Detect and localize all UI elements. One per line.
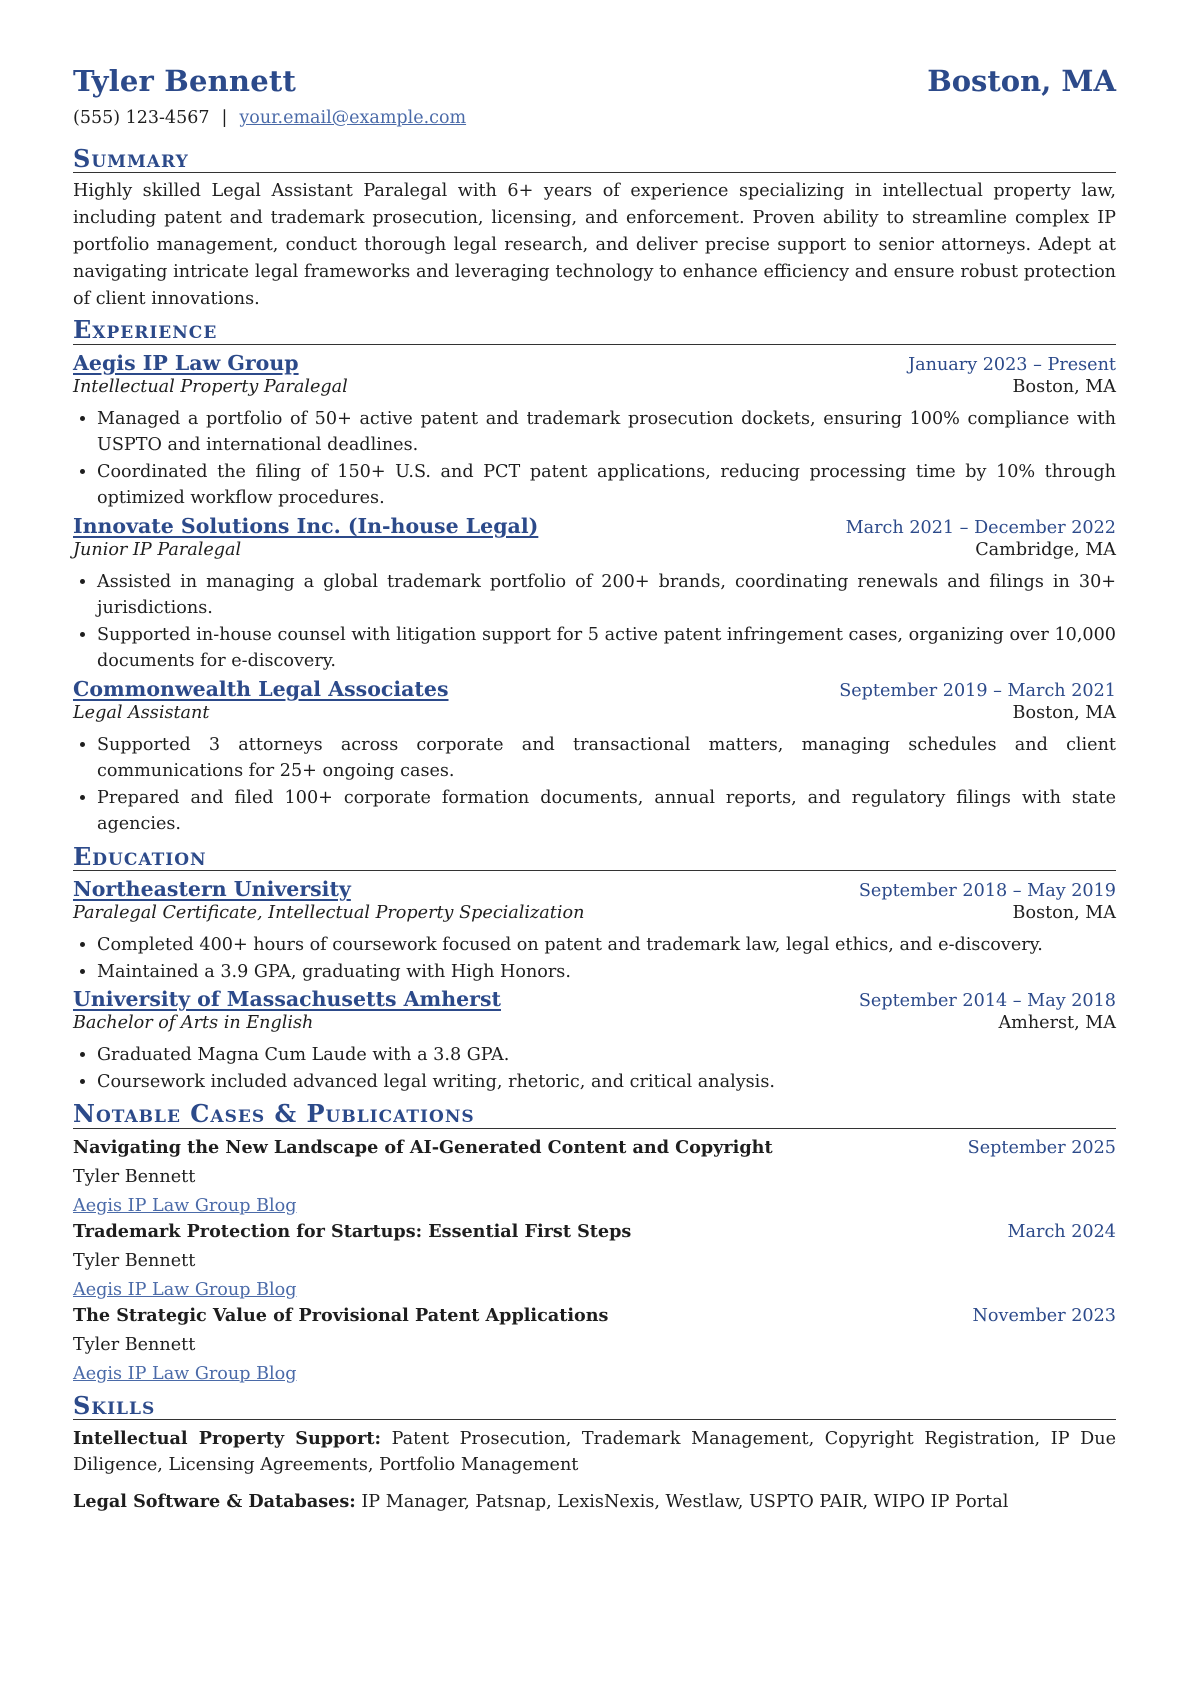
job-title: Junior IP Paralegal [73, 539, 242, 560]
publication-venue [73, 1195, 1116, 1217]
employment-dates: March 2021 – December 2022 [845, 517, 1116, 538]
skill-values: Patent Prosecution, Trademark Management, Copyright Registration, IP Due Diligence, Licensing Agreements, Portfolio Management [73, 1428, 1116, 1476]
publication-title: Trademark Protection for Startups: Essential First Steps [73, 1220, 632, 1242]
publication-venue [73, 1279, 1116, 1301]
employer-link[interactable]: Innovate Solutions Inc. (In-house Legal) [73, 513, 539, 538]
bullet-list [73, 1042, 1116, 1095]
publication-venue-link[interactable]: Aegis IP Law Group Blog [73, 1279, 297, 1300]
publication-author: Tyler Bennett [73, 1166, 196, 1187]
email-link[interactable]: your.email@example.com [239, 108, 467, 128]
bullet-item: • Coursework included advanced legal writing, rhetoric, and critical analysis. [97, 1069, 1116, 1096]
publication-venue-link[interactable]: Aegis IP Law Group Blog [73, 1195, 297, 1216]
bullet-item: • Supported 3 attorneys across corporate and transactional matters, managing schedules and client communications for 25+ ongoing cases. [97, 732, 1116, 785]
bullet-list [73, 569, 1116, 675]
publication-date: March 2024 [1007, 1221, 1116, 1242]
publication-title: The Strategic Value of Provisional Patent Applications [73, 1304, 609, 1326]
skill-line [73, 1426, 1116, 1479]
section-title-skills: Skills [73, 1393, 1116, 1420]
skill-values: IP Manager, Patsnap, LexisNexis, Westlaw, USPTO PAIR, WIPO IP Portal [361, 1491, 1009, 1512]
employer-link[interactable]: Commonwealth Legal Associates [73, 676, 449, 701]
bullet-item: • Managed a portfolio of 50+ active patent and trademark prosecution dockets, ensuring 100% compliance with USPTO and international deadlines. [97, 406, 1116, 459]
contact-separator: | [221, 108, 228, 128]
education-dates: September 2014 – May 2018 [858, 991, 1116, 1012]
bullet-item: • Prepared and filed 100+ corporate formation documents, annual reports, and regulatory filings with state agencies. [97, 785, 1116, 838]
bullet-item: • Completed 400+ hours of coursework focused on patent and trademark law, legal ethics, and e-discovery. [97, 932, 1116, 959]
publication-date: September 2025 [967, 1137, 1116, 1158]
job-title: Legal Assistant [73, 702, 210, 723]
job-location: Boston, MA [1012, 702, 1116, 723]
publication-title: Navigating the New Landscape of AI-Generated Content and Copyright [73, 1136, 773, 1158]
skill-category: Legal Software & Databases: [73, 1490, 356, 1512]
bullet-item: • Supported in-house counsel with litigation support for 5 active patent infringement cases, organizing over 10,000 documents for e-discovery. [97, 622, 1116, 675]
publication-author: Tyler Bennett [73, 1250, 196, 1271]
degree-title: Bachelor of Arts in English [73, 1013, 314, 1034]
experience-entry [73, 514, 1116, 675]
phone-number: (555) 123-4567 [73, 108, 210, 128]
publication-date: November 2023 [972, 1305, 1116, 1326]
school-location: Amherst, MA [998, 1013, 1116, 1034]
publication-venue [73, 1363, 1116, 1385]
bullet-list [73, 732, 1116, 838]
publication-author: Tyler Bennett [73, 1334, 196, 1355]
job-location: Boston, MA [1012, 376, 1116, 397]
degree-title: Paralegal Certificate, Intellectual Property Specialization [73, 903, 585, 924]
bullet-item: • Coordinated the filing of 150+ U.S. and PCT patent applications, reducing processing time by 10% through optimized workflow procedures. [97, 459, 1116, 512]
education-dates: September 2018 – May 2019 [858, 881, 1116, 902]
candidate-location: Boston, MA [927, 64, 1116, 98]
section-title-education: Education [73, 844, 1116, 871]
section-title-experience: Experience [73, 317, 1116, 344]
education-entry [73, 987, 1116, 1095]
employment-dates: January 2023 – Present [908, 354, 1116, 375]
school-link[interactable]: Northeastern University [73, 877, 351, 902]
school-location: Boston, MA [1012, 903, 1116, 924]
bullet-list [73, 932, 1116, 985]
skill-category: Intellectual Property Support: [73, 1427, 381, 1449]
publication-venue-link[interactable]: Aegis IP Law Group Blog [73, 1363, 297, 1384]
publication-entry [73, 1305, 1116, 1385]
candidate-name: Tyler Bennett [73, 64, 297, 98]
employment-dates: September 2019 – March 2021 [839, 680, 1116, 701]
resume-header [73, 64, 1116, 98]
education-entry [73, 877, 1116, 985]
job-location: Cambridge, MA [975, 539, 1116, 560]
contact-line [73, 108, 1116, 128]
bullet-list [73, 406, 1116, 512]
section-title-publications: Notable Cases & Publications [73, 1101, 1116, 1128]
bullet-item: • Assisted in managing a global trademark portfolio of 200+ brands, coordinating renewals and filings in 30+ jurisdictions. [97, 569, 1116, 622]
experience-entry [73, 677, 1116, 838]
summary-text: Highly skilled Legal Assistant Paralegal with 6+ years of experience specializing in intellectual property law, including patent and trademark prosecution, licensing, and enforcement. Proven ability to streamline complex IP portfolio management, conduct thorough legal research, and deliver precise support to senior attorneys. Adept at navigating intricate legal frameworks and leveraging technology to enhance efficiency and ensure robust protection of client innovations. [73, 181, 1116, 310]
skill-line [73, 1489, 1116, 1516]
school-link[interactable]: University of Massachusetts Amherst [73, 987, 501, 1012]
job-title: Intellectual Property Paralegal [73, 376, 348, 397]
publication-entry [73, 1137, 1116, 1217]
bullet-item: • Graduated Magna Cum Laude with a 3.8 GPA. [97, 1042, 1116, 1069]
employer-link[interactable]: Aegis IP Law Group [73, 350, 299, 375]
publication-entry [73, 1221, 1116, 1301]
section-title-summary: Summary [73, 146, 1116, 173]
experience-entry [73, 351, 1116, 512]
bullet-item: • Maintained a 3.9 GPA, graduating with High Honors. [97, 959, 1116, 986]
